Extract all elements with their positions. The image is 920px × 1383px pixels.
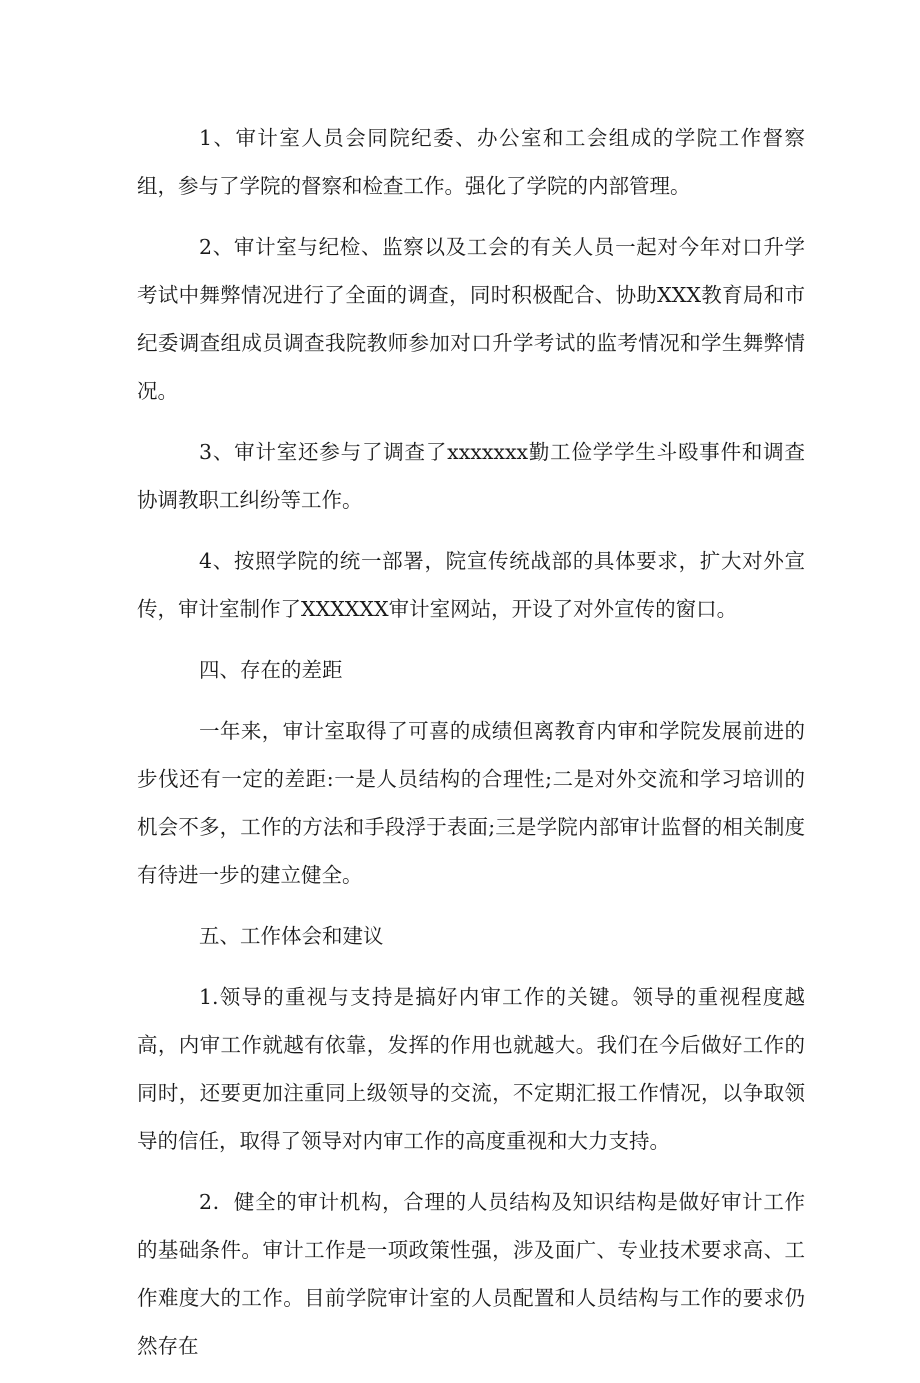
section-heading-4: 四、存在的差距 bbox=[199, 658, 343, 682]
document-body bbox=[137, 114, 805, 1383]
paragraph-item-3: 3、审计室还参与了调查了xxxxxxx勤工俭学学生斗殴事件和调查协调教职工纠纷等工作。 bbox=[137, 440, 805, 512]
section-heading-5: 五、工作体会和建议 bbox=[199, 924, 384, 948]
paragraph-item-2: 2、审计室与纪检、监察以及工会的有关人员一起对今年对口升学考试中舞弊情况进行了全面的调查，同时积极配合、协助XXX教育局和市纪委调查组成员调查我院教师参加对口升学考试的监考情况和学生舞弊情况。 bbox=[137, 235, 805, 403]
paragraph-suggestion-2: 2．健全的审计机构，合理的人员结构及知识结构是做好审计工作的基础条件。审计工作是一项政策性强，涉及面广、专业技术要求高、工作难度大的工作。目前学院审计室的人员配置和人员结构与工作的要求仍然存在 bbox=[137, 1190, 805, 1358]
paragraph-item-4: 4、按照学院的统一部署，院宣传统战部的具体要求，扩大对外宣传，审计室制作了XXXXXX审计室网站，开设了对外宣传的窗口。 bbox=[137, 549, 805, 621]
paragraph-gap-analysis: 一年来，审计室取得了可喜的成绩但离教育内审和学院发展前进的步伐还有一定的差距:一是人员结构的合理性;二是对外交流和学习培训的机会不多，工作的方法和手段浮于表面;三是学院内部审计监督的相关制度有待进一步的建立健全。 bbox=[137, 719, 805, 887]
paragraph-suggestion-1: 1.领导的重视与支持是搞好内审工作的关键。领导的重视程度越高，内审工作就越有依靠，发挥的作用也就越大。我们在今后做好工作的同时，还要更加注重同上级领导的交流，不定期汇报工作情况，以争取领导的信任，取得了领导对内审工作的高度重视和大力支持。 bbox=[137, 985, 805, 1153]
paragraph-item-1: 1、审计室人员会同院纪委、办公室和工会组成的学院工作督察组，参与了学院的督察和检查工作。强化了学院的内部管理。 bbox=[137, 126, 805, 198]
